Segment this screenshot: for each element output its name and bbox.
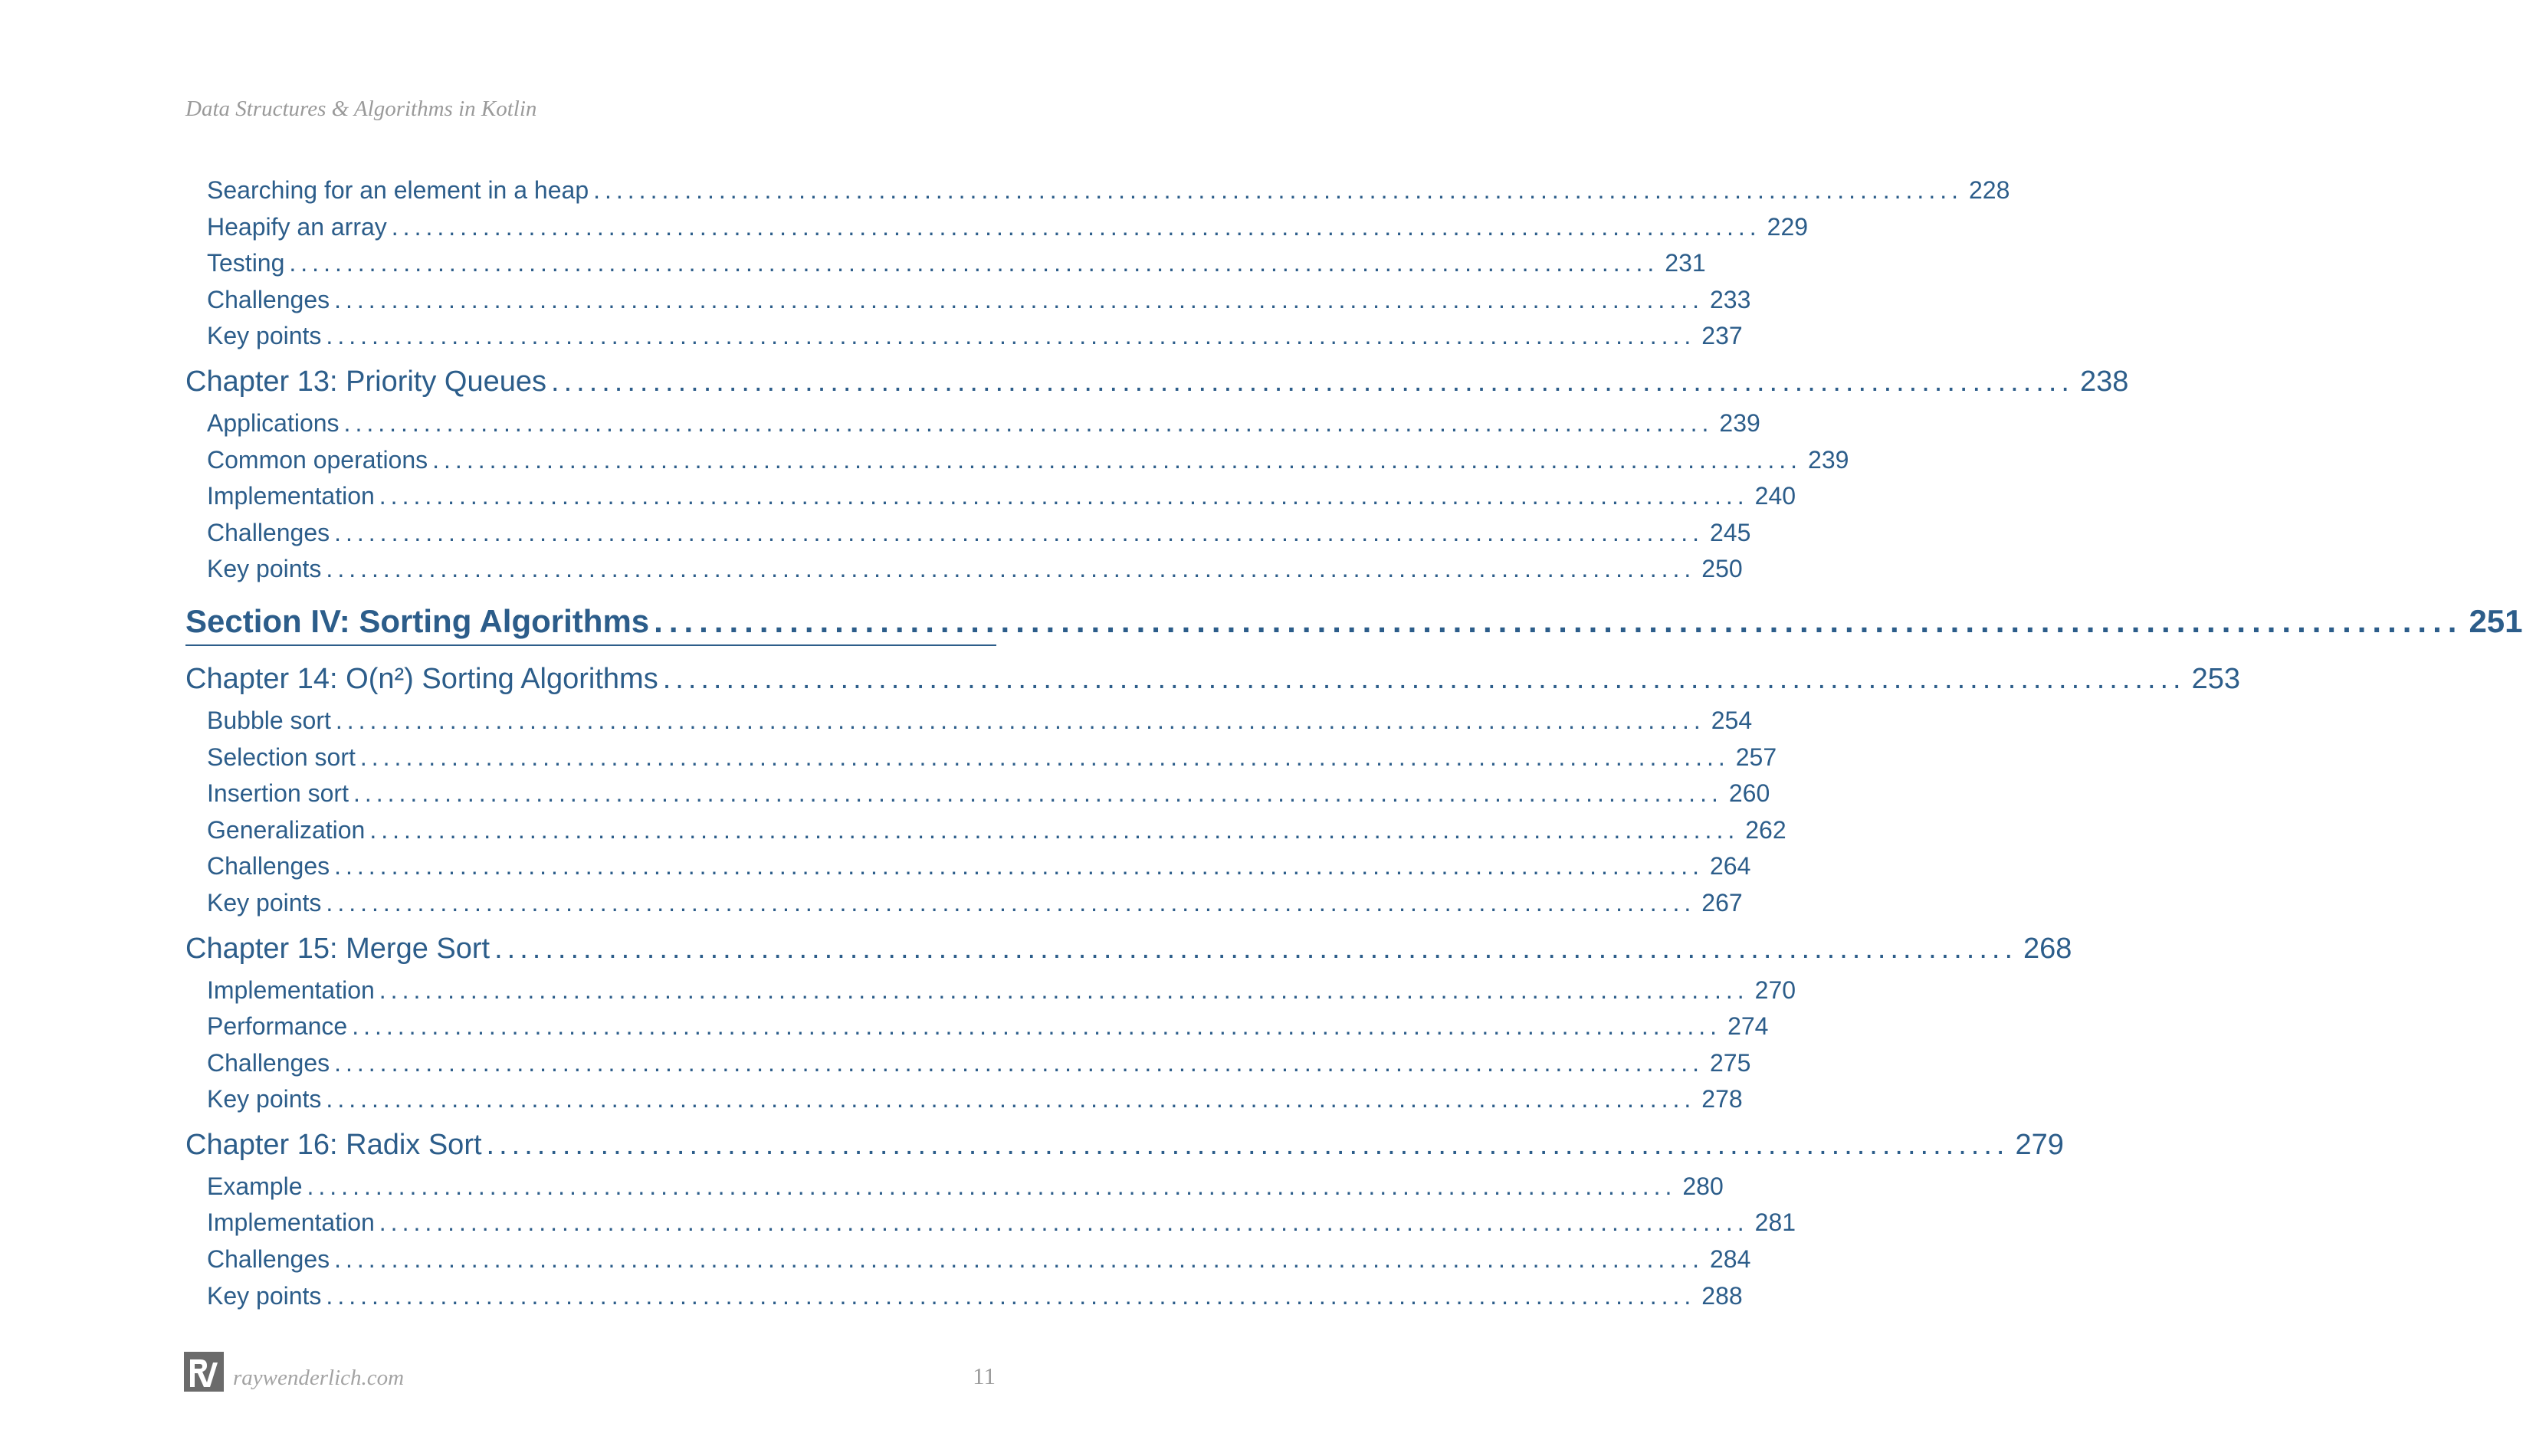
- toc-chapter-title: Chapter 15: Merge Sort: [185, 932, 490, 965]
- toc-entry-page: 260: [1728, 779, 1770, 808]
- toc-chapter-title: Chapter 16: Radix Sort: [185, 1128, 482, 1161]
- dot-leader: ........................................................................................................................: [334, 518, 1704, 546]
- dot-leader: ........................................................................................................................: [654, 602, 2463, 639]
- toc-entry-page: 262: [1745, 815, 1786, 844]
- dot-leader: ........................................................................................................................: [334, 1048, 1704, 1077]
- toc-entry-title: Key points: [207, 322, 322, 350]
- page-number: 11: [973, 1363, 996, 1389]
- toc-entry-title: Challenges: [207, 852, 330, 880]
- toc-entry-title: Testing: [207, 249, 285, 277]
- dot-leader: ........................................................................................................................: [369, 815, 1740, 844]
- dot-leader: ........................................................................................................................: [353, 779, 1723, 808]
- toc-entry[interactable]: [185, 209, 1809, 246]
- toc-entry-page: 245: [1709, 518, 1751, 546]
- dot-leader: ........................................................................................................................: [379, 976, 1749, 1004]
- toc-entry[interactable]: [185, 739, 1777, 776]
- toc-chapter-page: 238: [2079, 365, 2129, 398]
- toc-entry[interactable]: [185, 1008, 1769, 1045]
- toc-entry-title: Challenges: [207, 285, 330, 313]
- toc-entry-title: Key points: [207, 888, 322, 917]
- dot-leader: ........................................................................................................................: [343, 408, 1714, 437]
- toc-entry-title: Selection sort: [207, 743, 356, 771]
- toc-entry[interactable]: [185, 282, 1751, 319]
- toc-entry-page: 239: [1719, 408, 1760, 437]
- toc-entry[interactable]: [185, 478, 1796, 515]
- toc-section-title: Section IV: Sorting Algorithms: [185, 602, 650, 639]
- toc-entry-title: Key points: [207, 555, 322, 583]
- toc-entry-title: Heapify an array: [207, 212, 387, 241]
- toc-chapter-entry[interactable]: [185, 925, 2072, 972]
- toc-entry[interactable]: [185, 515, 1751, 552]
- toc-entry-title: Implementation: [207, 1208, 375, 1237]
- toc-entry-page: 231: [1665, 249, 1706, 277]
- dot-leader: ........................................................................................................................: [359, 743, 1730, 771]
- footer-site-link[interactable]: raywenderlich.com: [233, 1366, 405, 1390]
- toc-entry-page: 228: [1968, 176, 2010, 204]
- toc-entry-page: 284: [1709, 1245, 1751, 1274]
- dot-leader: ........................................................................................................................: [326, 888, 1696, 917]
- dot-leader: ........................................................................................................................: [494, 932, 2018, 965]
- toc-entry-page: 275: [1709, 1048, 1751, 1077]
- toc-entry-page: 274: [1727, 1012, 1769, 1041]
- toc-chapter-entry[interactable]: [185, 1121, 2064, 1169]
- toc-entry-title: Common operations: [207, 445, 428, 474]
- dot-leader: ........................................................................................................................: [352, 1012, 1722, 1041]
- toc-entry-title: Example: [207, 1172, 303, 1200]
- toc-chapter-title: Chapter 14: O(n²) Sorting Algorithms: [185, 662, 658, 695]
- toc-chapter-page: 268: [2023, 932, 2072, 965]
- toc-entry-title: Bubble sort: [207, 706, 331, 734]
- dot-leader: ........................................................................................................................: [326, 555, 1696, 583]
- dot-leader: ........................................................................................................................: [326, 1085, 1696, 1113]
- toc-entry[interactable]: [185, 245, 1706, 282]
- toc-entry[interactable]: [185, 1081, 1743, 1118]
- dot-leader: ........................................................................................................................: [432, 445, 1803, 474]
- toc-entry[interactable]: [185, 1241, 1751, 1278]
- toc-entry[interactable]: [185, 405, 1760, 442]
- toc-entry-title: Challenges: [207, 1048, 330, 1077]
- toc-entry-title: Generalization: [207, 815, 366, 844]
- dot-leader: ........................................................................................................................: [334, 1245, 1704, 1274]
- toc-entry-page: 229: [1767, 212, 1809, 241]
- dot-leader: ........................................................................................................................: [334, 285, 1704, 313]
- toc-entry[interactable]: [185, 703, 1753, 739]
- dot-leader: ........................................................................................................................: [593, 176, 1963, 204]
- dot-leader: ........................................................................................................................: [307, 1172, 1677, 1200]
- toc-entry-page: 280: [1682, 1172, 1724, 1200]
- toc-entry-page: 240: [1754, 482, 1796, 510]
- toc-entry[interactable]: [185, 318, 1743, 355]
- toc-entry-title: Searching for an element in a heap: [207, 176, 589, 204]
- toc-chapter-page: 279: [2015, 1128, 2064, 1161]
- toc-entry-page: 250: [1701, 555, 1743, 583]
- toc-entry-title: Implementation: [207, 976, 375, 1004]
- toc-entry-page: 267: [1701, 888, 1743, 917]
- toc-entry[interactable]: [185, 1045, 1751, 1082]
- dot-leader: ........................................................................................................................: [289, 249, 1659, 277]
- toc-entry-page: 233: [1709, 285, 1751, 313]
- toc-entry[interactable]: [185, 848, 1751, 885]
- toc-entry-title: Key points: [207, 1085, 322, 1113]
- toc-entry-page: 281: [1754, 1208, 1796, 1237]
- toc-entry[interactable]: [185, 812, 1786, 849]
- dot-leader: ........................................................................................................................: [326, 1281, 1696, 1310]
- toc-entry[interactable]: [185, 1278, 1743, 1315]
- toc-entry[interactable]: [185, 1205, 1796, 1241]
- dot-leader: ........................................................................................................................: [334, 852, 1704, 880]
- toc-section-page: 251: [2469, 602, 2523, 639]
- toc-entry[interactable]: [185, 776, 1770, 812]
- toc-entry-title: Insertion sort: [207, 779, 349, 808]
- toc-entry-page: 264: [1709, 852, 1751, 880]
- running-header: Data Structures & Algorithms in Kotlin: [185, 97, 537, 121]
- toc-entry-page: 288: [1701, 1281, 1743, 1310]
- toc-entry-title: Performance: [207, 1012, 348, 1041]
- dot-leader: ........................................................................................................................: [379, 482, 1749, 510]
- toc-chapter-page: 253: [2191, 662, 2241, 695]
- toc-entry[interactable]: [185, 1169, 1724, 1205]
- toc-entry[interactable]: [185, 885, 1743, 922]
- dot-leader: ........................................................................................................................: [551, 365, 2074, 398]
- toc-entry-page: 239: [1808, 445, 1849, 474]
- toc-entry[interactable]: [185, 551, 1743, 588]
- dot-leader: ........................................................................................................................: [662, 662, 2186, 695]
- raywenderlich-logo-icon: [184, 1352, 224, 1392]
- dot-leader: ........................................................................................................................: [379, 1208, 1749, 1237]
- toc-chapter-entry[interactable]: [185, 358, 2129, 405]
- dot-leader: ........................................................................................................................: [486, 1128, 2010, 1161]
- dot-leader: ........................................................................................................................: [335, 706, 1705, 734]
- toc-entry-title: Challenges: [207, 1245, 330, 1274]
- toc-entry[interactable]: [185, 172, 2010, 209]
- toc-entry-page: 270: [1754, 976, 1796, 1004]
- toc-entry-title: Key points: [207, 1281, 322, 1310]
- dot-leader: ........................................................................................................................: [391, 212, 1761, 241]
- toc-entry-page: 278: [1701, 1085, 1743, 1113]
- table-of-contents: [185, 172, 2523, 1314]
- toc-chapter-title: Chapter 13: Priority Queues: [185, 365, 547, 398]
- toc-chapter-entry[interactable]: [185, 655, 2241, 703]
- dot-leader: ........................................................................................................................: [326, 322, 1696, 350]
- toc-section-entry[interactable]: [185, 598, 2523, 646]
- toc-entry-page: 237: [1701, 322, 1743, 350]
- toc-entry-title: Challenges: [207, 518, 330, 546]
- toc-entry[interactable]: [185, 442, 1849, 479]
- toc-entry-page: 257: [1735, 743, 1777, 771]
- toc-entry-page: 254: [1711, 706, 1753, 734]
- toc-entry-title: Implementation: [207, 482, 375, 510]
- toc-entry[interactable]: [185, 972, 1796, 1009]
- toc-entry-title: Applications: [207, 408, 340, 437]
